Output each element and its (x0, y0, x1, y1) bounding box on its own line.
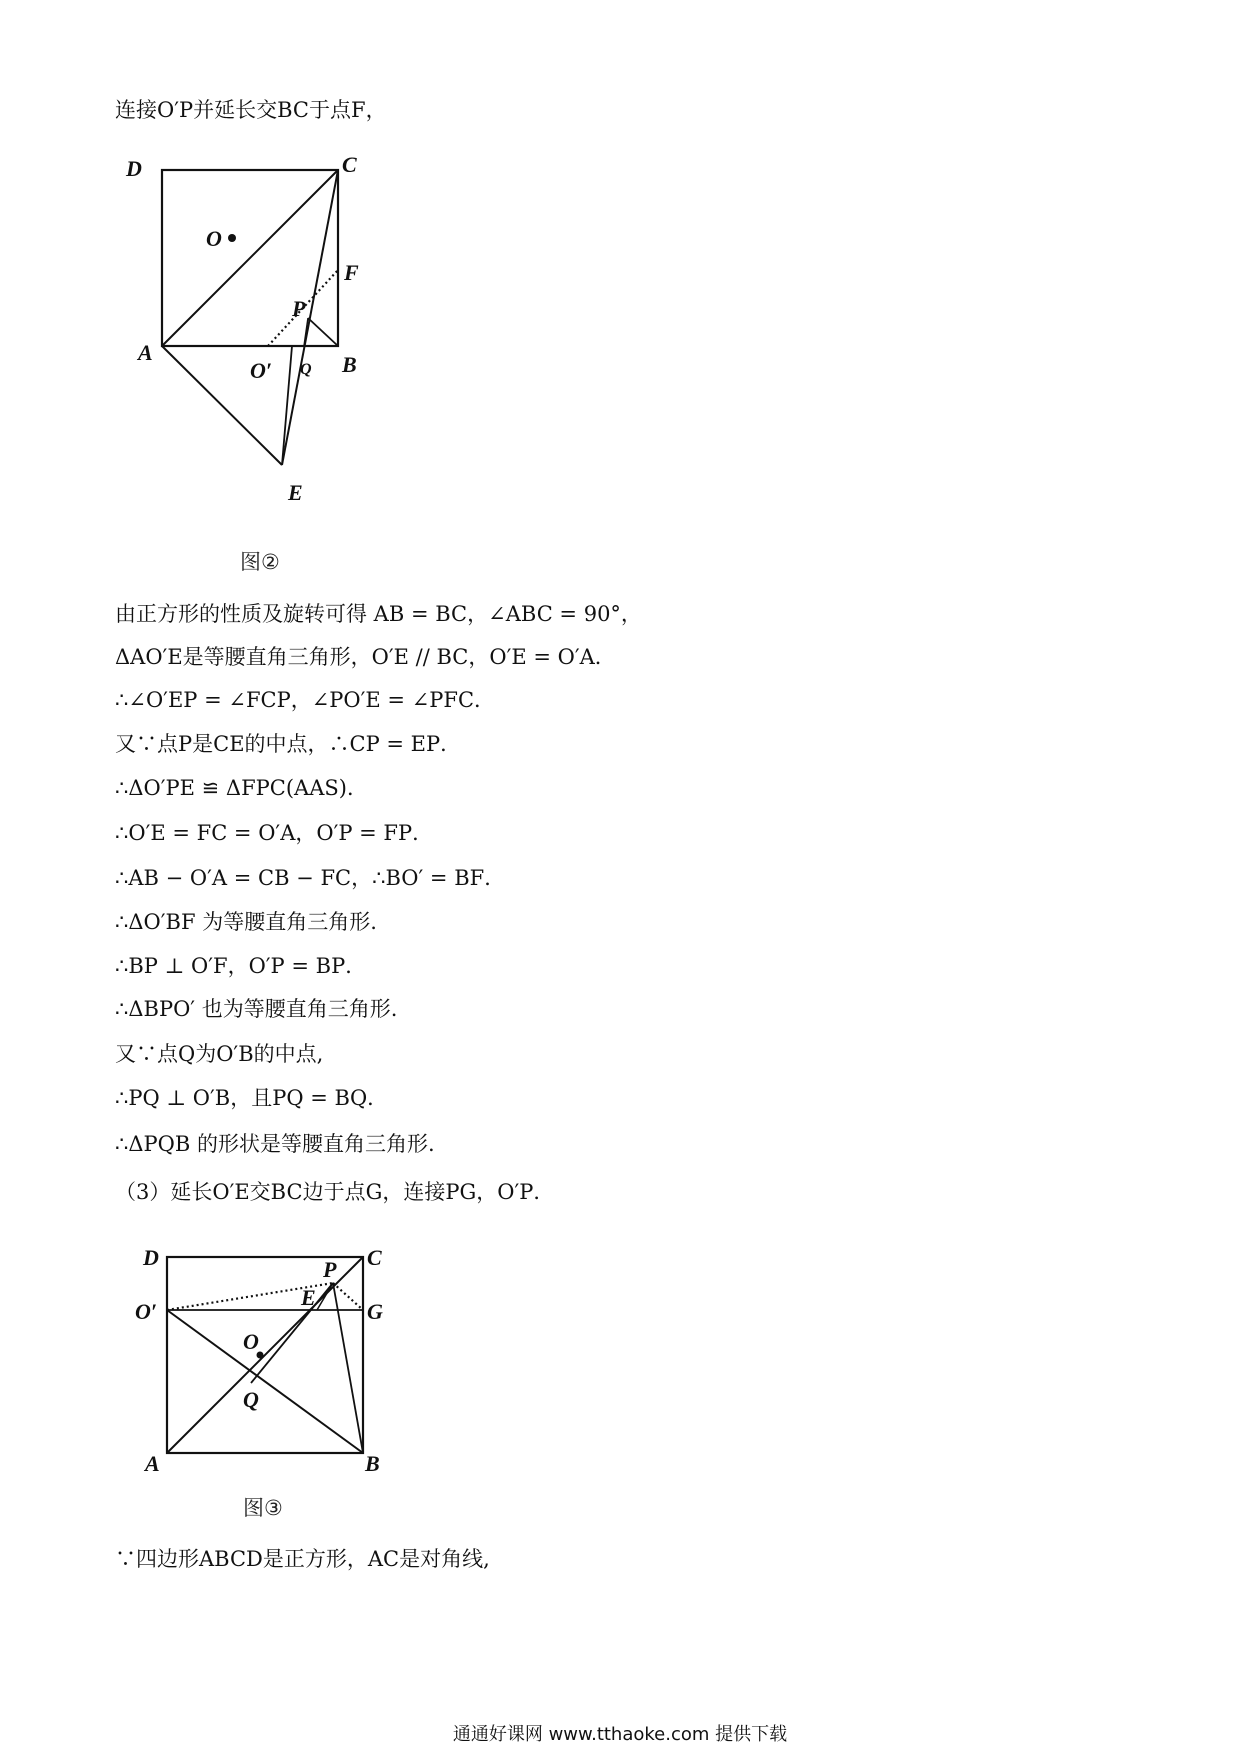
label-o-prime: O′ (135, 1299, 158, 1324)
text-line-8: ∴AB − O′A = CB − FC，∴BO′ = BF． (115, 866, 506, 890)
label-b: B (365, 1451, 380, 1475)
label-q: Q (300, 361, 312, 378)
figure-2-diagram (120, 140, 400, 520)
label-o-prime: O′ (250, 358, 273, 383)
segment-o-prime-b (167, 1310, 363, 1453)
figure-2-caption: 图② (240, 550, 280, 574)
text-line-4: ∴∠O′EP = ∠FCP，∠PO′E = ∠PFC． (115, 688, 496, 712)
diagonal-ac (162, 170, 338, 346)
label-q: Q (243, 1387, 259, 1412)
label-a: A (145, 1451, 160, 1475)
segment-pb (333, 1283, 363, 1453)
text-line-9: ∴ΔO′BF 为等腰直角三角形. (115, 910, 377, 934)
text-line-7: ∴O′E = FC = O′A，O′P = FP． (115, 821, 434, 845)
label-p: P (292, 296, 306, 321)
segment-pe (317, 1283, 333, 1310)
text-line-10: ∴BP ⊥ O′F，O′P = BP． (115, 954, 367, 978)
text-line-6: ∴ΔO′PE ≌ ΔFPC(AAS)． (115, 776, 368, 800)
text-line-14: ∴ΔPQB 的形状是等腰直角三角形. (115, 1132, 435, 1156)
label-o: O (206, 226, 222, 251)
figure-3-diagram (125, 1235, 405, 1475)
text-line-13: ∴PQ ⊥ O′B，且PQ = BQ． (115, 1086, 389, 1110)
label-d: D (126, 156, 142, 181)
text-line-3: ΔAO′E是等腰直角三角形，O′E // BC，O′E = O′A． (115, 645, 616, 669)
text-line-1: 连接O′P并延长交BC于点F， (115, 98, 387, 122)
point-o (228, 234, 236, 242)
figure-2 (120, 140, 400, 520)
segment-pq (251, 1283, 333, 1383)
label-a: A (138, 340, 153, 365)
label-e: E (301, 1285, 316, 1310)
label-d: D (143, 1245, 159, 1270)
label-b: B (342, 352, 357, 377)
segment-eo-prime (282, 346, 292, 465)
label-p: P (323, 1257, 337, 1282)
text-line-11: ∴ΔBPO′ 也为等腰直角三角形. (115, 997, 398, 1021)
segment-pb (308, 318, 338, 346)
text-line-15: （3）延长O′E交BC边于点G，连接PG，O′P． (115, 1180, 555, 1204)
label-c: C (367, 1245, 382, 1270)
text-line-2: 由正方形的性质及旋转可得 AB = BC，∠ABC = 90°， (115, 602, 642, 626)
text-line-16: ∵四边形ABCD是正方形，AC是对角线, (115, 1547, 490, 1571)
figure-3-caption: 图③ (243, 1496, 283, 1520)
figure-3 (125, 1235, 405, 1475)
label-o: O (243, 1329, 259, 1354)
label-g: G (367, 1299, 383, 1324)
text-line-5: 又∵点P是CE的中点，∴CP = EP． (115, 732, 462, 756)
footer-watermark: 通通好课网 www.tthaoke.com 提供下载 (452, 1724, 788, 1745)
label-c: C (342, 152, 357, 177)
label-f: F (344, 260, 359, 285)
label-e: E (288, 480, 303, 505)
segment-ec (282, 170, 338, 465)
text-line-12: 又∵点Q为O′B的中点, (115, 1042, 324, 1066)
